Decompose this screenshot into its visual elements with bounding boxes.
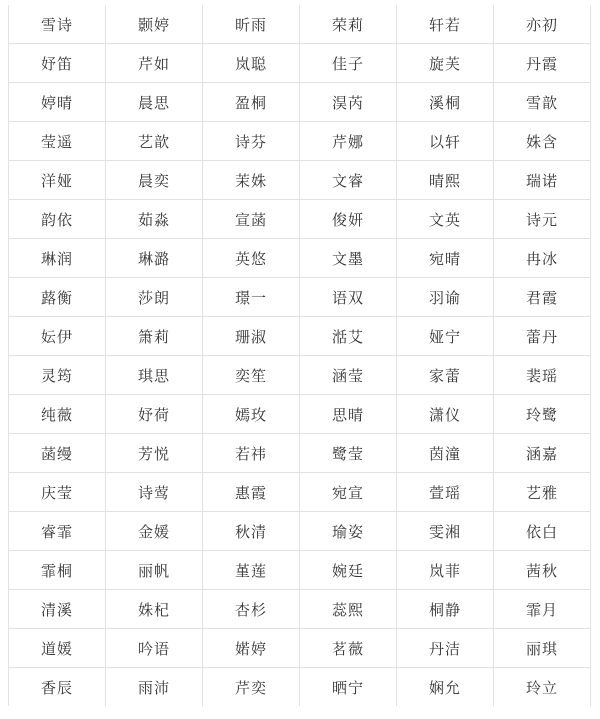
name-cell: 丹洁	[397, 629, 494, 668]
name-cell: 灵筠	[9, 356, 106, 395]
name-cell: 轩若	[397, 5, 494, 44]
table-row	[9, 668, 591, 707]
name-cell: 以轩	[397, 122, 494, 161]
name-cell: 语双	[300, 278, 397, 317]
name-cell: 琳潞	[106, 239, 203, 278]
name-cell: 金媛	[106, 512, 203, 551]
name-cell: 蕊熙	[300, 590, 397, 629]
name-cell: 萱瑶	[397, 473, 494, 512]
name-cell: 俊妍	[300, 200, 397, 239]
name-cell: 颢婷	[106, 5, 203, 44]
name-cell: 宛宣	[300, 473, 397, 512]
name-cell: 菡缦	[9, 434, 106, 473]
name-cell: 羽谕	[397, 278, 494, 317]
name-cell: 妤笛	[9, 44, 106, 83]
name-cell: 瑜姿	[300, 512, 397, 551]
name-cell: 清溪	[9, 590, 106, 629]
name-cell: 莹遥	[9, 122, 106, 161]
name-cell: 雨沛	[106, 668, 203, 707]
name-cell: 茵潼	[397, 434, 494, 473]
name-cell: 潇仪	[397, 395, 494, 434]
table-row	[9, 200, 591, 239]
name-cell: 若祎	[203, 434, 300, 473]
name-cell: 雪歆	[494, 83, 591, 122]
name-cell: 思晴	[300, 395, 397, 434]
name-cell: 桐静	[397, 590, 494, 629]
name-cell: 堇莲	[203, 551, 300, 590]
name-cell: 芹如	[106, 44, 203, 83]
name-cell: 艺歆	[106, 122, 203, 161]
name-cell: 秋清	[203, 512, 300, 551]
name-cell: 茜秋	[494, 551, 591, 590]
name-cell: 琪思	[106, 356, 203, 395]
name-cell: 韵依	[9, 200, 106, 239]
name-cell: 盈桐	[203, 83, 300, 122]
table-row	[9, 590, 591, 629]
name-cell: 香辰	[9, 668, 106, 707]
name-cell: 玲鹭	[494, 395, 591, 434]
name-cell: 芳悦	[106, 434, 203, 473]
name-cell: 鹭莹	[300, 434, 397, 473]
table-row	[9, 317, 591, 356]
name-cell: 婷晴	[9, 83, 106, 122]
name-cell: 婉廷	[300, 551, 397, 590]
name-cell: 芹娜	[300, 122, 397, 161]
name-cell: 诗元	[494, 200, 591, 239]
name-cell: 丽帆	[106, 551, 203, 590]
name-cell: 娴允	[397, 668, 494, 707]
table-row	[9, 434, 591, 473]
name-cell: 蕗衡	[9, 278, 106, 317]
name-cell: 雯湘	[397, 512, 494, 551]
name-cell: 芹奕	[203, 668, 300, 707]
name-cell: 琳润	[9, 239, 106, 278]
name-cell: 艺雅	[494, 473, 591, 512]
name-cell: 茉姝	[203, 161, 300, 200]
table-row	[9, 395, 591, 434]
name-cell: 庆莹	[9, 473, 106, 512]
name-cell: 瑞诺	[494, 161, 591, 200]
table-row	[9, 629, 591, 668]
table-row	[9, 5, 591, 44]
name-cell: 涵嘉	[494, 434, 591, 473]
name-cell: 涵莹	[300, 356, 397, 395]
name-cell: 睿霏	[9, 512, 106, 551]
name-cell: 娅宁	[397, 317, 494, 356]
table-row	[9, 512, 591, 551]
table-row	[9, 83, 591, 122]
name-cell: 文睿	[300, 161, 397, 200]
name-cell: 溪桐	[397, 83, 494, 122]
table-row	[9, 473, 591, 512]
table-row	[9, 239, 591, 278]
name-cell: 玲立	[494, 668, 591, 707]
name-cell: 亦初	[494, 5, 591, 44]
name-cell: 茗薇	[300, 629, 397, 668]
name-cell: 君霞	[494, 278, 591, 317]
name-cell: 道媛	[9, 629, 106, 668]
name-cell: 家蕾	[397, 356, 494, 395]
table-row	[9, 551, 591, 590]
names-table-body	[9, 5, 591, 706]
name-cell: 晨奕	[106, 161, 203, 200]
names-table	[8, 5, 591, 706]
name-cell: 姝含	[494, 122, 591, 161]
name-cell: 旋芙	[397, 44, 494, 83]
name-cell: 妤荷	[106, 395, 203, 434]
name-cell: 霏月	[494, 590, 591, 629]
name-cell: 裴瑶	[494, 356, 591, 395]
name-cell: 嫣玫	[203, 395, 300, 434]
name-cell: 晨思	[106, 83, 203, 122]
name-cell: 英悠	[203, 239, 300, 278]
name-cell: 蕾丹	[494, 317, 591, 356]
table-row	[9, 356, 591, 395]
table-row	[9, 161, 591, 200]
table-row	[9, 44, 591, 83]
name-cell: 霏桐	[9, 551, 106, 590]
name-cell: 雪诗	[9, 5, 106, 44]
table-row	[9, 122, 591, 161]
name-cell: 文英	[397, 200, 494, 239]
name-cell: 晴熙	[397, 161, 494, 200]
name-cell: 奕笙	[203, 356, 300, 395]
name-cell: 诗莺	[106, 473, 203, 512]
name-cell: 淏芮	[300, 83, 397, 122]
name-cell: 茹淼	[106, 200, 203, 239]
name-cell: 丽琪	[494, 629, 591, 668]
name-cell: 宛晴	[397, 239, 494, 278]
name-cell: 珊淑	[203, 317, 300, 356]
name-cell: 晒宁	[300, 668, 397, 707]
name-cell: 洋娅	[9, 161, 106, 200]
name-cell: 昕雨	[203, 5, 300, 44]
name-cell: 箫莉	[106, 317, 203, 356]
name-cell: 文墨	[300, 239, 397, 278]
name-cell: 妘伊	[9, 317, 106, 356]
name-cell: 佳子	[300, 44, 397, 83]
name-cell: 惠霞	[203, 473, 300, 512]
name-cell: 荣莉	[300, 5, 397, 44]
name-cell: 岚菲	[397, 551, 494, 590]
name-cell: 璟一	[203, 278, 300, 317]
name-cell: 婼婷	[203, 629, 300, 668]
name-cell: 依白	[494, 512, 591, 551]
table-row	[9, 278, 591, 317]
name-cell: 杏杉	[203, 590, 300, 629]
name-cell: 纯薇	[9, 395, 106, 434]
name-cell: 莎朗	[106, 278, 203, 317]
name-cell: 湉艾	[300, 317, 397, 356]
name-cell: 吟语	[106, 629, 203, 668]
name-cell: 岚聪	[203, 44, 300, 83]
name-cell: 宣菡	[203, 200, 300, 239]
name-cell: 丹霞	[494, 44, 591, 83]
name-cell: 冉冰	[494, 239, 591, 278]
name-cell: 诗芬	[203, 122, 300, 161]
name-cell: 姝杞	[106, 590, 203, 629]
